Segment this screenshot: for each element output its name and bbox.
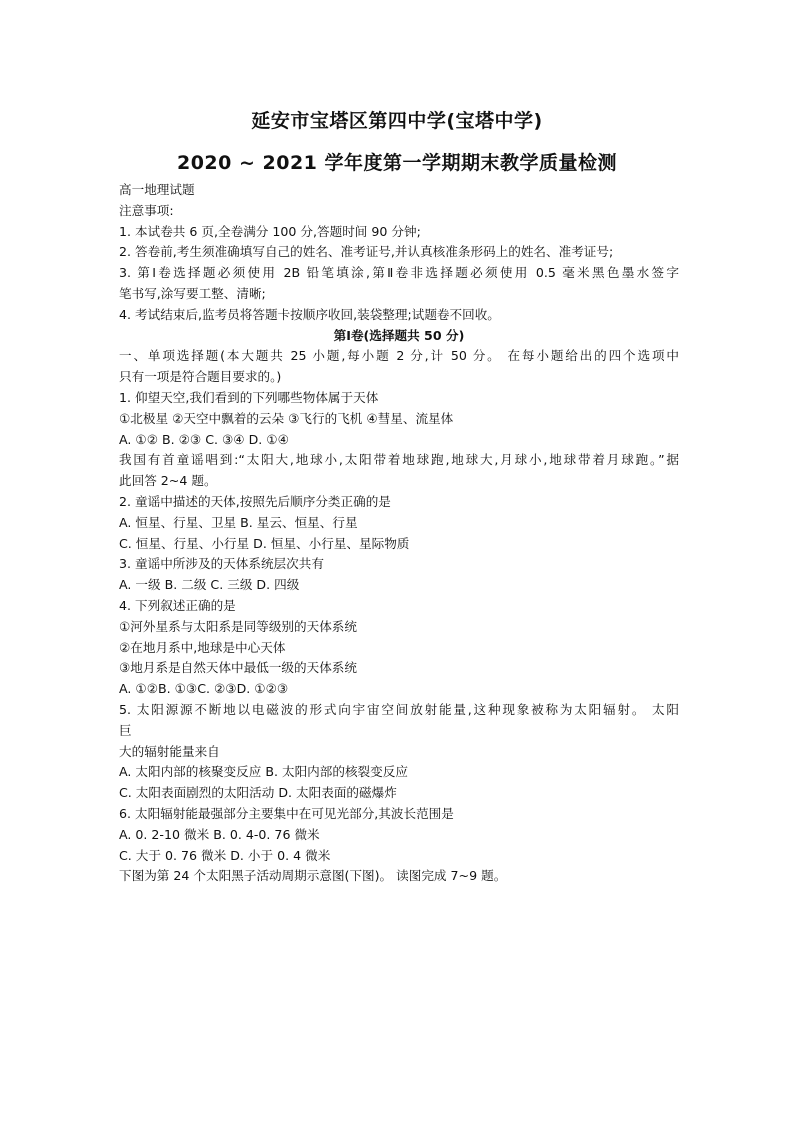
line-q4-item-1: ①河外星系与太阳系是同等级别的天体系统	[119, 618, 357, 634]
line-q1-items: ①北极星 ②天空中飘着的云朵 ③飞行的飞机 ④彗星、流星体	[119, 410, 454, 426]
line-q4-item-2: ②在地月系中,地球是中心天体	[119, 639, 286, 655]
school-title: 延安市宝塔区第四中学(宝塔中学)	[251, 110, 543, 132]
line-note-4: 4. 考试结束后,监考员将答题卡按顺序收回,装袋整理;试题卷不回收。	[119, 306, 500, 322]
line-q4-item-3: ③地月系是自然天体中最低一级的天体系统	[119, 660, 357, 676]
line-part-1b: 只有一项是符合题目要求的。)	[119, 369, 282, 385]
line-part-1a: 一、单项选择题(本大题共 25 小题,每小题 2 分,计 50 分。 在每小题给出的四个选项中	[119, 348, 679, 364]
line-subject: 高一地理试题	[119, 182, 195, 197]
line-q5c: 大的辐射能量来自	[119, 743, 220, 759]
line-note-3b: 笔书写,涂写要工整、清晰;	[119, 285, 266, 301]
line-material-1b: 此回答 2~4 题。	[119, 473, 217, 489]
line-q3-options: A. 一级 B. 二级 C. 三级 D. 四级	[119, 577, 300, 593]
line-section-1: 第Ⅰ卷(选择题共 50 分)	[333, 327, 465, 343]
line-q2: 2. 童谣中描述的天体,按照先后顺序分类正确的是	[119, 493, 391, 509]
line-q2-cd: C. 恒星、行星、小行星 D. 恒星、小行星、星际物质	[119, 535, 410, 551]
line-material-1a: 我国有首童谣唱到:“太阳大,地球小,太阳带着地球跑,地球大,月球小,地球带着月球跑。”据	[119, 452, 679, 468]
line-q5-cd: C. 太阳表面剧烈的太阳活动 D. 太阳表面的磁爆炸	[119, 785, 397, 801]
line-q4-options: A. ①②B. ①③C. ②③D. ①②③	[119, 681, 289, 697]
line-q6-cd: C. 大于 0. 76 微米 D. 小于 0. 4 微米	[119, 847, 331, 863]
line-q5a: 5. 太阳源源不断地以电磁波的形式向宇宙空间放射能量,这种现象被称为太阳辐射。 太阳	[119, 701, 679, 717]
exam-body	[119, 180, 679, 887]
line-notes-heading: 注意事项:	[119, 202, 174, 218]
line-q3: 3. 童谣中所涉及的天体系统层次共有	[119, 556, 324, 572]
line-figure-intro: 下图为第 24 个太阳黑子活动周期示意图(下图)。 读图完成 7~9 题。	[119, 868, 507, 884]
line-q5b: 巨	[119, 722, 132, 738]
line-note-1: 1. 本试卷共 6 页,全卷满分 100 分,答题时间 90 分钟;	[119, 223, 421, 239]
line-q6-ab: A. 0. 2-10 微米 B. 0. 4-0. 76 微米	[119, 826, 320, 842]
line-note-2: 2. 答卷前,考生须准确填写自己的姓名、准考证号,并认真核准条形码上的姓名、准考证号;	[119, 244, 614, 260]
exam-title: 2020 ~ 2021 学年度第一学期期末教学质量检测	[176, 152, 618, 174]
line-q4: 4. 下列叙述正确的是	[119, 597, 236, 613]
line-q5-ab: A. 太阳内部的核聚变反应 B. 太阳内部的核裂变反应	[119, 764, 408, 780]
line-q1-options: A. ①② B. ②③ C. ③④ D. ①④	[119, 431, 289, 447]
line-q1: 1. 仰望天空,我们看到的下列哪些物体属于天体	[119, 389, 379, 405]
line-q2-ab: A. 恒星、行星、卫星 B. 星云、恒星、行星	[119, 514, 358, 530]
line-note-3a: 3. 第Ⅰ卷选择题必须使用 2B 铅笔填涂,第Ⅱ卷非选择题必须使用 0.5 毫米黑色墨水签字	[119, 265, 679, 281]
line-q6: 6. 太阳辐射能最强部分主要集中在可见光部分,其波长范围是	[119, 805, 454, 821]
